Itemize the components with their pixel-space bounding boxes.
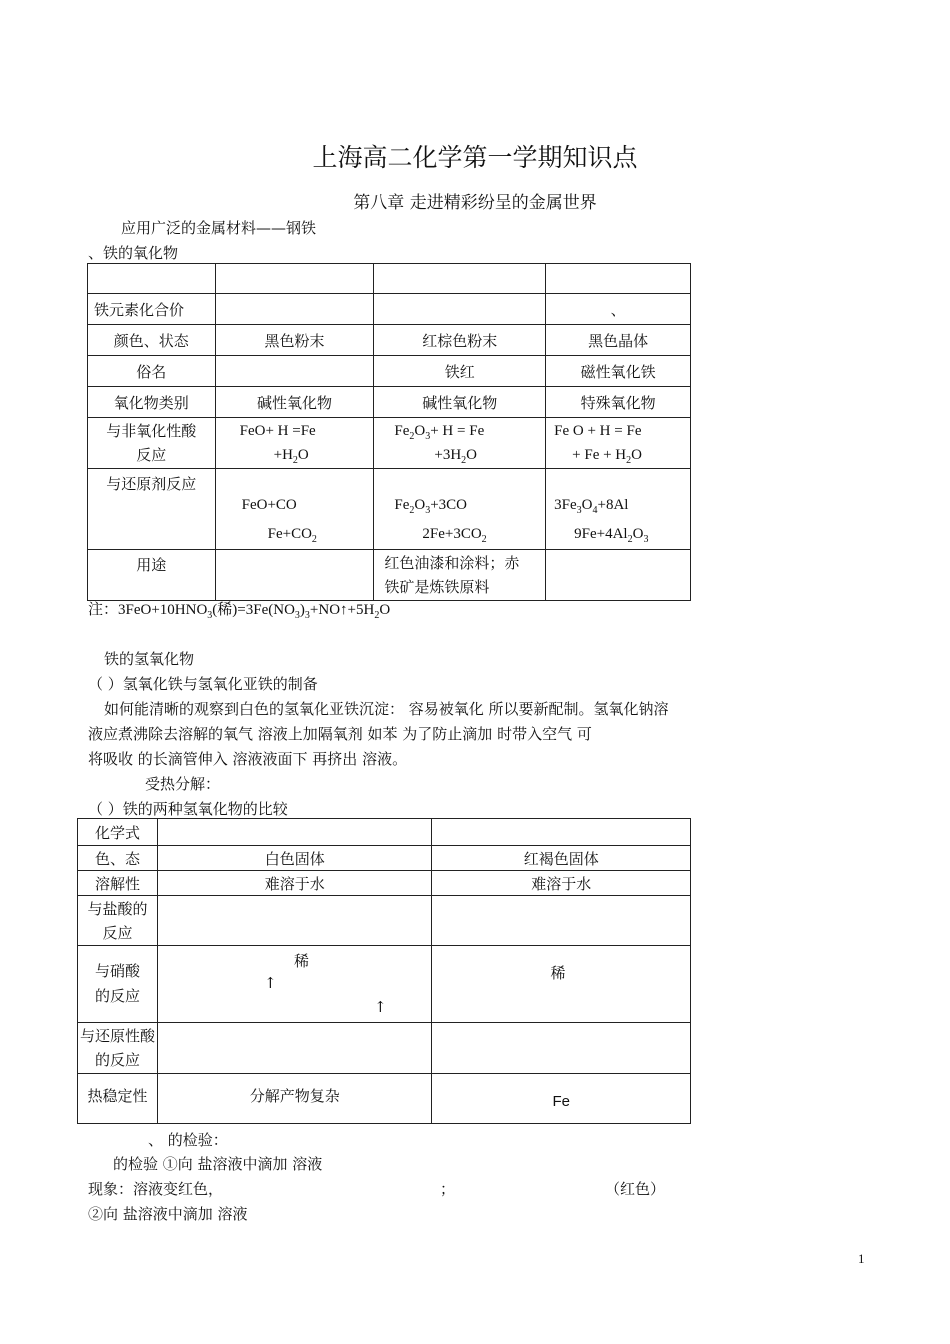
row-label-uses: 用途	[88, 550, 216, 601]
table-cell	[215, 356, 374, 387]
row-label-acid-line1: 与非氧化性酸	[106, 422, 197, 440]
row-label-common-name: 俗名	[88, 356, 216, 387]
row-label-thermal: 热稳定性	[78, 1074, 158, 1124]
table-cell: 难溶于水	[157, 871, 431, 896]
equation-text: $2Fe+3CO_2$	[422, 526, 487, 545]
paragraph-line: 液应煮沸除去溶解的氧气 溶液上加隔氧剂 如苯 为了防止滴加 时带入空气 可	[88, 725, 592, 743]
equation-text: FeO+ H =Fe	[239, 423, 316, 439]
table-cell	[546, 418, 691, 469]
table-cell: 磁性氧化铁	[546, 356, 691, 387]
uses-text-line1: 红色油漆和涂料；赤	[384, 554, 520, 572]
table-cell	[374, 469, 546, 550]
row-label-acid	[88, 418, 216, 469]
table-row	[88, 294, 691, 325]
table-row	[88, 264, 691, 294]
equation-text: $+H_2O$	[273, 447, 309, 466]
table-cell: 铁红	[374, 356, 546, 387]
row-label-hcl	[78, 896, 158, 946]
table-row	[88, 356, 691, 387]
table-row	[88, 550, 691, 601]
equation-text: $9Fe+4Al_2O_3$	[574, 526, 649, 545]
row-label-solubility: 溶解性	[78, 871, 158, 896]
section-heading: 应用广泛的金属材料——钢铁	[121, 219, 317, 237]
gas-arrow: ↑	[373, 998, 387, 1016]
table-cell: Fe	[432, 1074, 691, 1124]
equation-text: $Fe_2O_3+ H = Fe$	[394, 423, 485, 442]
table-row	[88, 325, 691, 356]
page-title: 上海高二化学第一学期知识点	[312, 143, 638, 172]
chapter-title: 第八章 走进精彩纷呈的金属世界	[353, 193, 597, 213]
table-cell: 碱性氧化物	[215, 387, 374, 418]
oxides-heading: 、铁的氧化物	[88, 244, 179, 262]
equation-text: $Fe+CO_2$	[267, 526, 317, 545]
row-label-oxide-class: 氧化物类别	[88, 387, 216, 418]
table-row	[88, 387, 691, 418]
equation-text: + $Fe + H_2O$	[572, 447, 642, 466]
table-cell: 红褐色固体	[432, 846, 691, 871]
gas-arrow: ↑	[263, 974, 277, 992]
row-label-color-state: 色、态	[78, 846, 158, 871]
test-phenomenon-color: （红色）	[605, 1180, 666, 1198]
table-row	[78, 1023, 691, 1074]
table-cell	[215, 469, 374, 550]
test-line: ②向 盐溶液中滴加 溶液	[88, 1205, 248, 1223]
equation-text: $Fe_2O_3+3CO$	[394, 497, 468, 516]
table-cell	[374, 418, 546, 469]
uses-text-line2: 铁矿是炼铁原料	[384, 578, 490, 596]
test-phenomenon-separator: ；	[440, 1180, 456, 1198]
table-cell	[546, 469, 691, 550]
row-label-formula: 化学式	[78, 819, 158, 846]
equation-text: $3Fe_3O_4+8Al$	[554, 497, 629, 516]
dilute-label: 稀	[293, 952, 309, 970]
row-label-valence: 铁元素化合价	[88, 294, 216, 325]
equation-text: Fe O + H = Fe	[554, 423, 642, 439]
table-cell: 特殊氧化物	[546, 387, 691, 418]
test-line: 的检验 ①向 盐溶液中滴加 溶液	[113, 1155, 323, 1173]
row-label-acid-line2: 反应	[136, 446, 167, 464]
row-label-color: 颜色、状态	[88, 325, 216, 356]
table-cell	[215, 418, 374, 469]
table-row	[88, 418, 691, 469]
table-row	[78, 896, 691, 946]
table-row	[78, 846, 691, 871]
table-cell: 分解产物复杂	[157, 1074, 431, 1124]
table-row	[78, 819, 691, 846]
row-label-reducer: 与还原剂反应	[88, 469, 216, 550]
table-cell: 黑色晶体	[546, 325, 691, 356]
iron-oxides-table	[87, 263, 691, 601]
equation-text: FeO+CO	[241, 497, 297, 513]
table-cell: 白色固体	[157, 846, 431, 871]
hydroxide-heading: 铁的氢氧化物	[104, 650, 195, 668]
table-cell	[432, 946, 691, 1023]
paragraph-line: 如何能清晰的观察到白色的氢氧化亚铁沉淀： 容易被氧化 所以要新配制。氢氧化钠溶	[104, 700, 669, 718]
table-cell	[157, 946, 431, 1023]
note-equation: 注：$3FeO+10HNO_3$(稀)$=3Fe(NO_3)_3+NO↑+5H_2O$	[88, 602, 391, 621]
heat-decomposition-label: 受热分解：	[145, 775, 221, 793]
table-cell: 、	[546, 294, 691, 325]
paragraph-line: 将吸收 的长滴管伸入 溶液液面下 再挤出 溶液。	[88, 750, 408, 768]
row-label-line: 与盐酸的	[87, 899, 148, 918]
comparison-heading: （ ）铁的两种氢氧化物的比较	[88, 800, 288, 818]
table-cell: 红棕色粉末	[374, 325, 546, 356]
page-number: 1	[858, 1251, 865, 1266]
row-label-line: 反应	[102, 923, 133, 942]
dilute-label: 稀	[550, 964, 566, 982]
row-label-reducing-acid	[78, 1023, 158, 1074]
row-label-line: 与还原性酸	[79, 1027, 155, 1045]
table-cell: 黑色粉末	[215, 325, 374, 356]
test-phenomenon: 现象：溶液变红色，	[88, 1180, 224, 1198]
table-row	[78, 946, 691, 1023]
row-label-line: 与硝酸	[94, 962, 140, 980]
preparation-heading: （ ）氢氧化铁与氢氧化亚铁的制备	[88, 675, 318, 693]
row-label-hno3	[78, 946, 158, 1023]
table-cell: 难溶于水	[432, 871, 691, 896]
iron-hydroxides-table	[77, 818, 691, 1124]
test-heading: 、 的检验：	[148, 1131, 228, 1149]
table-row	[78, 1074, 691, 1124]
table-row	[78, 871, 691, 896]
table-cell	[374, 550, 546, 601]
equation-text: $+3H_2O$	[434, 447, 478, 466]
table-cell: 碱性氧化物	[374, 387, 546, 418]
table-row	[88, 469, 691, 550]
row-label-line: 的反应	[94, 1051, 140, 1069]
row-label-line: 的反应	[94, 987, 140, 1005]
